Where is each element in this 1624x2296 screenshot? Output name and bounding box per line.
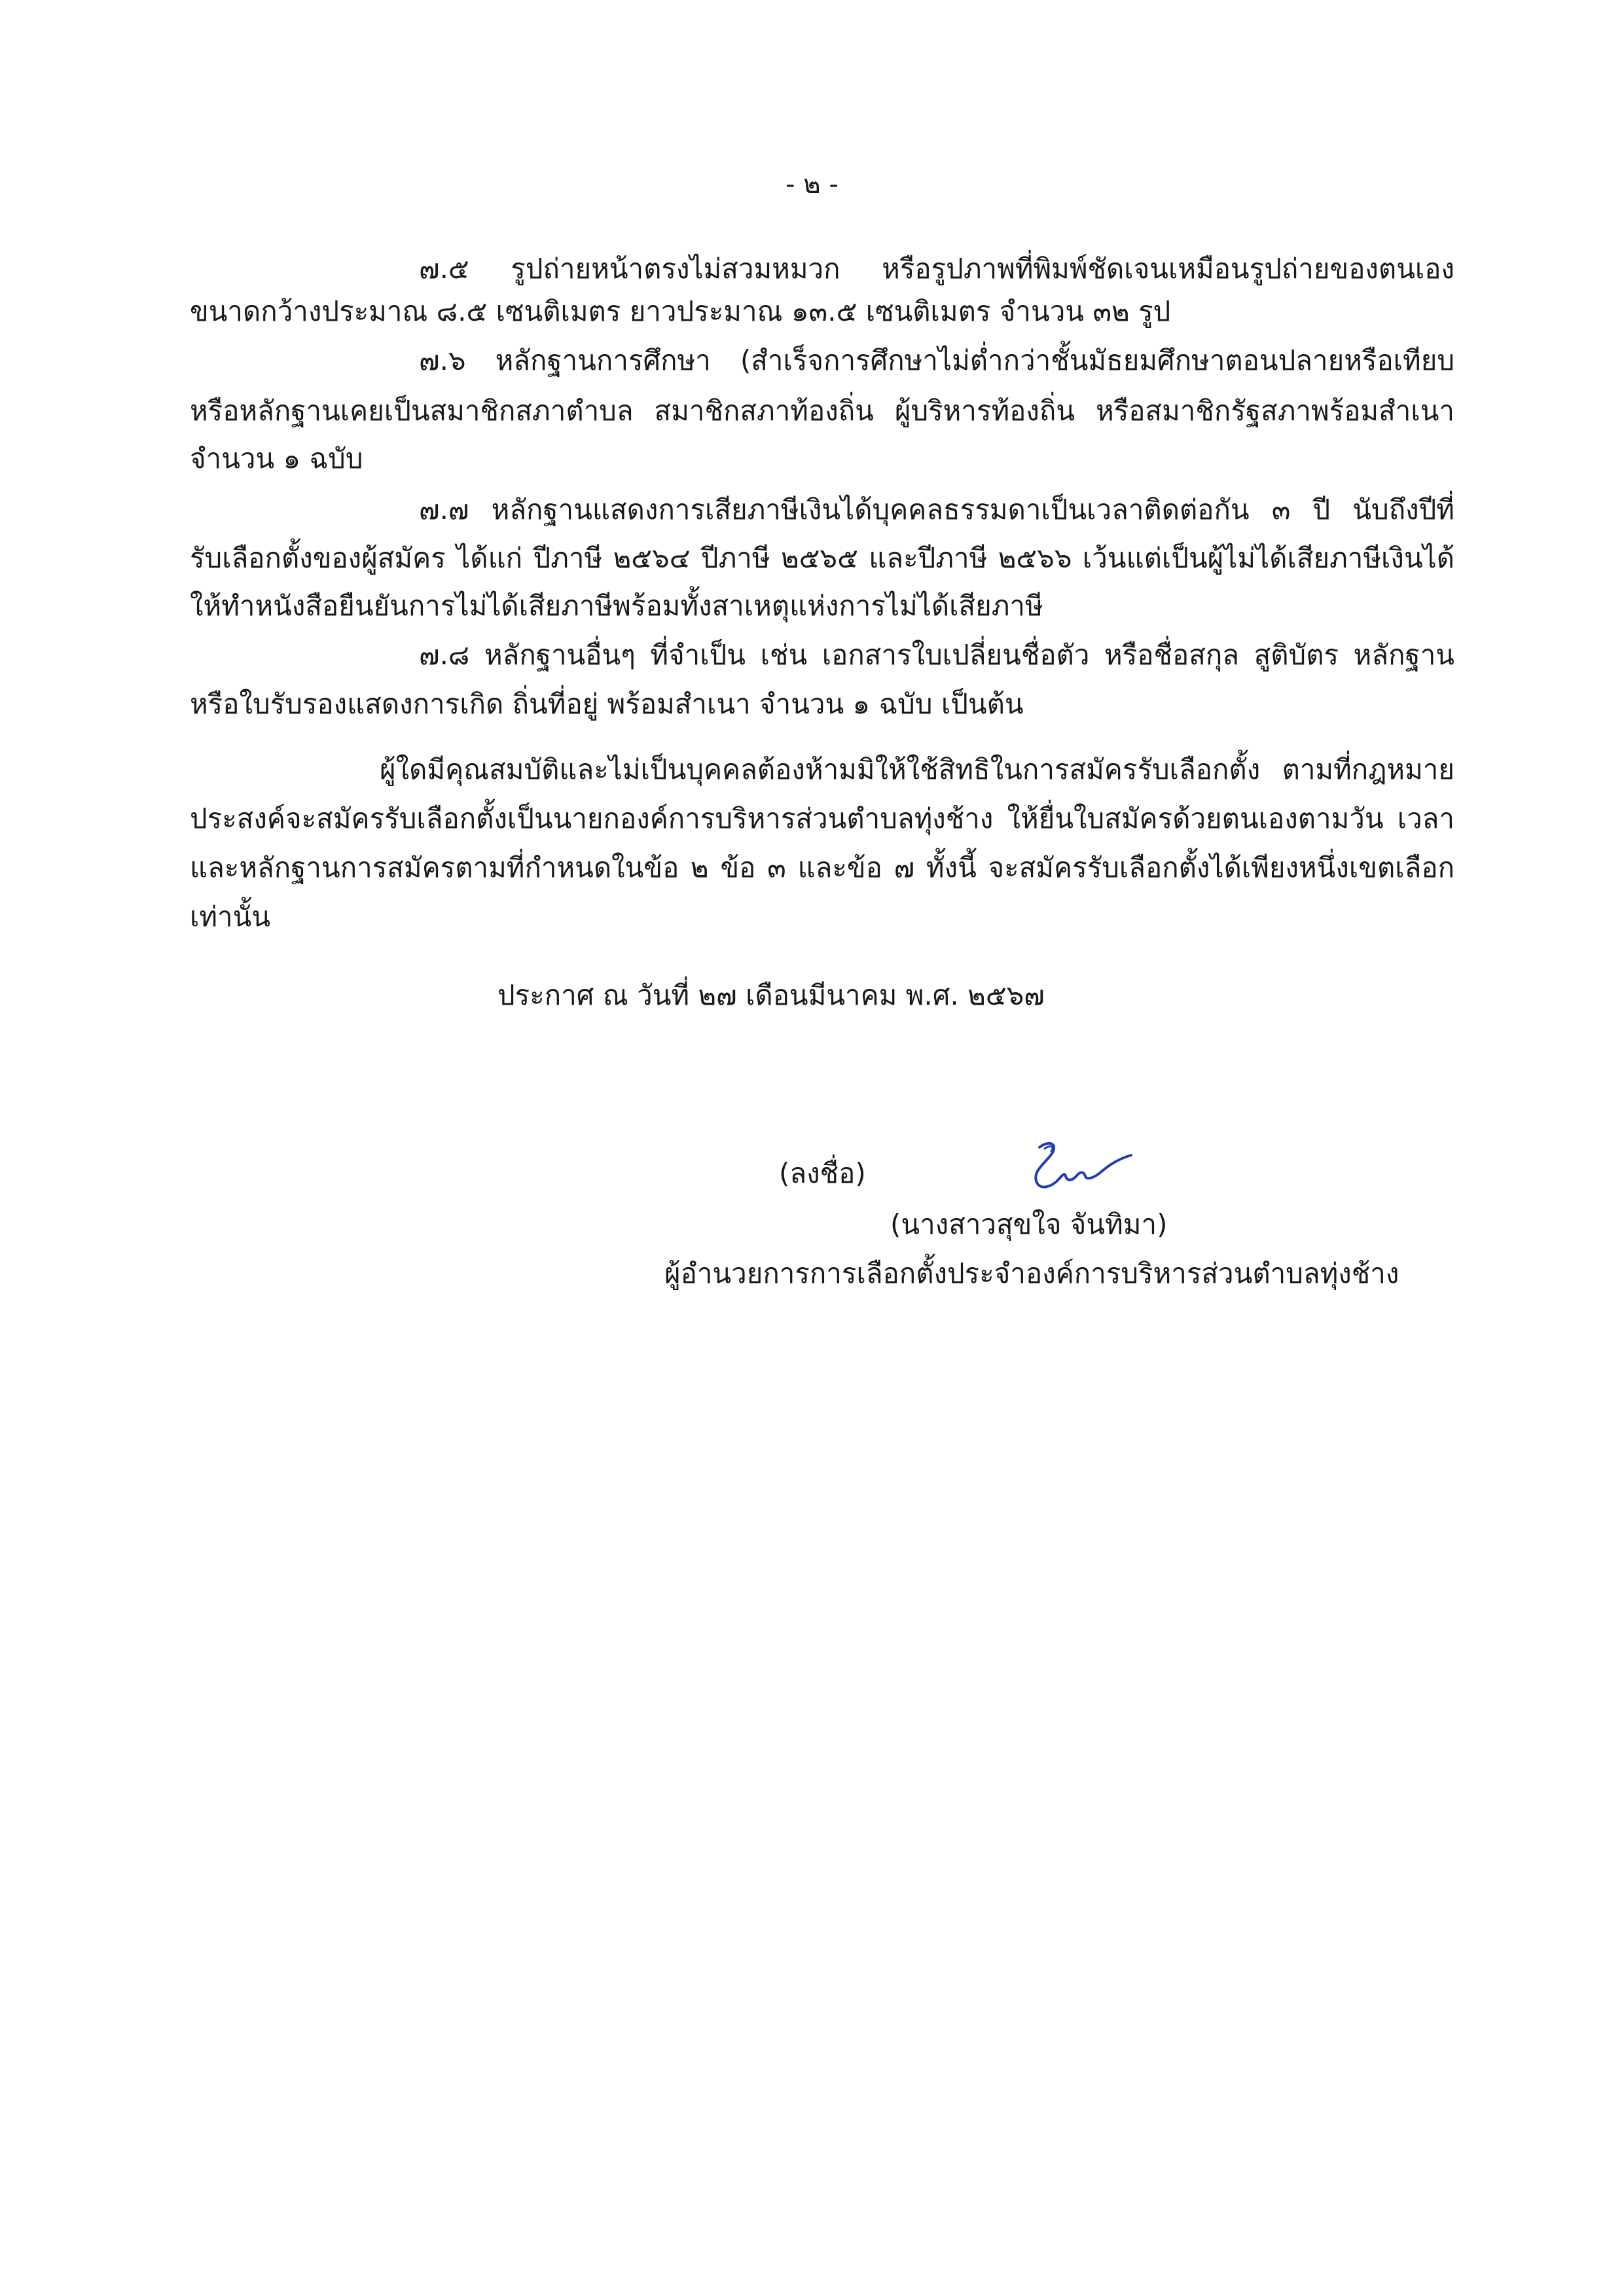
- item-7-8-line1: ๗.๘ หลักฐานอื่นๆ ที่จำเป็น เช่น เอกสารใบเปลี่ยนชื่อตัว หรือชื่อสกุล สูติบัตร หลักฐาน: [419, 639, 1454, 671]
- closing-line4: เท่านั้น: [190, 901, 271, 933]
- item-7-6-line1: ๗.๖ หลักฐานการศึกษา (สำเร็จการศึกษาไม่ต่ำกว่าชั้นมัธยมศึกษาตอนปลายหรือเทียบ: [419, 344, 1454, 376]
- sign-label: (ลงชื่อ): [779, 1157, 866, 1189]
- closing-line1: ผู้ใดมีคุณสมบัติและไม่เป็นบุคคลต้องห้ามมิให้ใช้สิทธิในการสมัครรับเลือกตั้ง ตามที่กฎหมาย: [380, 753, 1454, 785]
- closing-line2: ประสงค์จะสมัครรับเลือกตั้งเป็นนายกองค์การบริหารส่วนตำบลทุ่งช้าง ให้ยื่นใบสมัครด้วยตนเองตามวัน เวลา: [190, 802, 1454, 834]
- item-7-5-line2: ขนาดกว้างประมาณ ๘.๕ เซนติเมตร ยาวประมาณ ๑๓.๕ เซนติเมตร จำนวน ๓๒ รูป: [190, 295, 1171, 327]
- closing-line3: และหลักฐานการสมัครตามที่กำหนดในข้อ ๒ ข้อ ๓ และข้อ ๗ ทั้งนี้ จะสมัครรับเลือกตั้งได้เพียงหนึ่งเขตเลือก: [190, 852, 1454, 884]
- announce-date: ประกาศ ณ วันที่ ๒๗ เดือนมีนาคม พ.ศ. ๒๕๖๗: [497, 979, 1045, 1011]
- item-7-7-line3: ให้ทำหนังสือยืนยันการไม่ได้เสียภาษีพร้อมทั้งสาเหตุแห่งการไม่ได้เสียภาษี: [190, 590, 1043, 622]
- item-7-7-line1: ๗.๗ หลักฐานแสดงการเสียภาษีเงินได้บุคคลธรรมดาเป็นเวลาติดต่อกัน ๓ ปี นับถึงปีที่: [419, 493, 1454, 526]
- item-7-6-line3: จำนวน ๑ ฉบับ: [190, 442, 363, 475]
- page-number: - ๒ -: [785, 170, 839, 200]
- signatory-name: (นางสาวสุขใจ จันทิมา): [890, 1208, 1168, 1240]
- item-7-5-line1: ๗.๕ รูปถ่ายหน้าตรงไม่สวมหมวก หรือรูปภาพที่พิมพ์ชัดเจนเหมือนรูปถ่ายของตนเอง: [419, 253, 1454, 285]
- signatory-position: ผู้อำนวยการการเลือกตั้งประจำองค์การบริหารส่วนตำบลทุ่งช้าง: [664, 1257, 1399, 1289]
- item-7-7-line2: รับเลือกตั้งของผู้สมัคร ได้แก่ ปีภาษี ๒๕๖๔ ปีภาษี ๒๕๖๕ และปีภาษี ๒๕๖๖ เว้นแต่เป็นผู้ไม่ได้เสียภาษีเงินได้: [190, 542, 1454, 574]
- handwritten-signature: [1007, 1129, 1138, 1201]
- item-7-6-line2: หรือหลักฐานเคยเป็นสมาชิกสภาตำบล สมาชิกสภาท้องถิ่น ผู้บริหารท้องถิ่น หรือสมาชิกรัฐสภาพร้อมสำเนา: [190, 395, 1454, 427]
- item-7-8-line2: หรือใบรับรองแสดงการเกิด ถิ่นที่อยู่ พร้อมสำเนา จำนวน ๑ ฉบับ เป็นต้น: [190, 688, 1024, 720]
